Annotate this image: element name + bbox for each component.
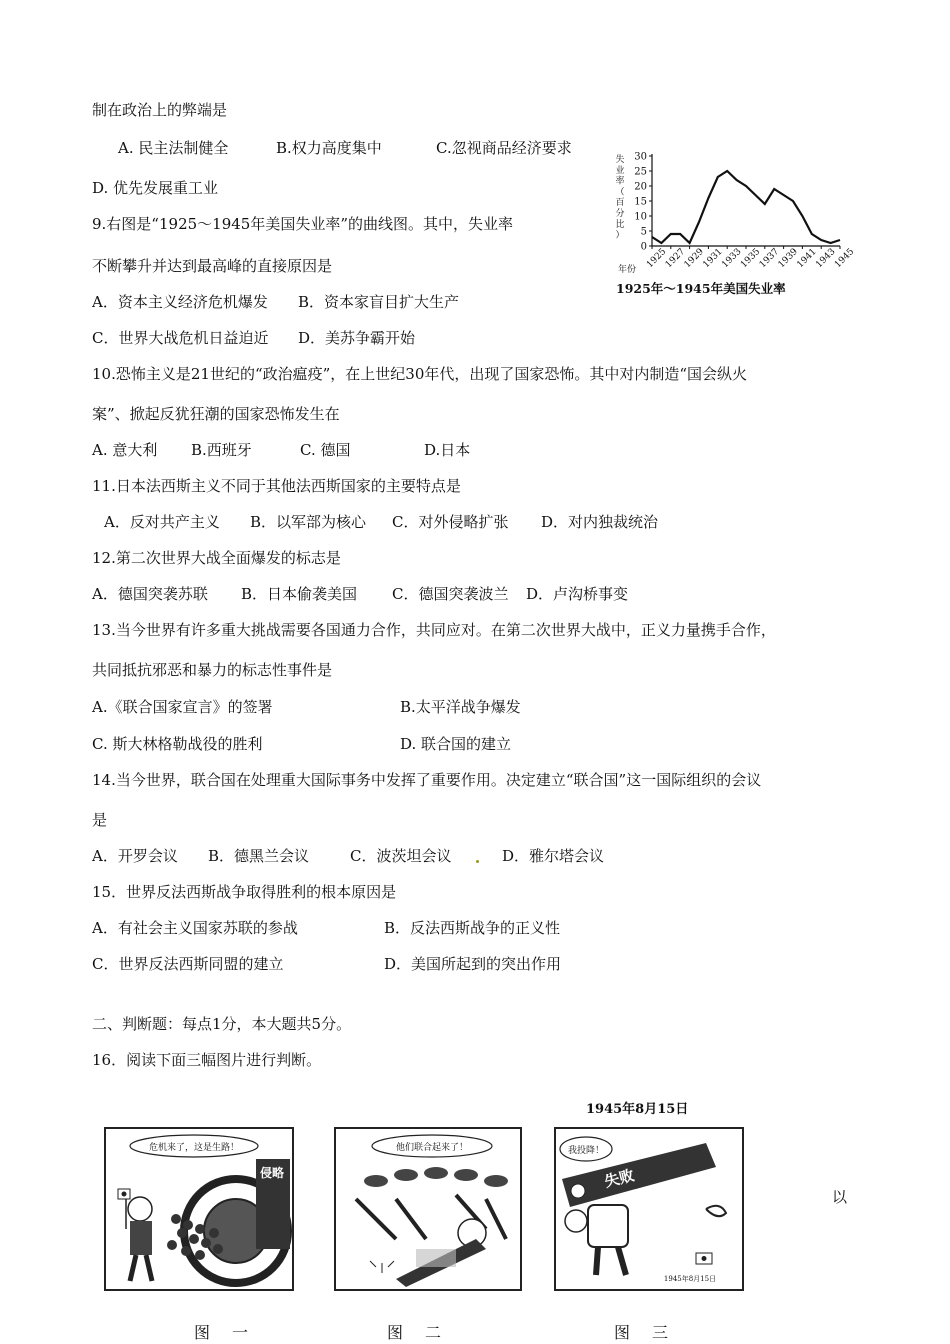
- question-14-stem-2: 是: [92, 811, 108, 829]
- y-tick-label: 20: [634, 181, 647, 193]
- q11-option-a: A．反对共产主义: [104, 513, 220, 531]
- unemployment-series-line: [652, 171, 840, 243]
- y-axis-label-char: 业: [615, 165, 625, 176]
- y-tick-label: 30: [634, 151, 647, 163]
- y-axis-label-char: 率: [615, 176, 625, 187]
- cartoon-3-date-title: 1945年8月15日: [586, 1102, 689, 1117]
- caption-figure-2: 图二: [387, 1323, 464, 1342]
- q15-option-c: C．世界反法西斯同盟的建立: [92, 955, 284, 973]
- y-tick-label: 10: [634, 211, 647, 223]
- unemployment-chart-svg: [614, 150, 857, 300]
- question-12-stem: 12.第二次世界大战全面爆发的标志是: [92, 549, 341, 567]
- x-tick-label: 1941: [795, 246, 819, 271]
- cartoon-1-drawing: [106, 1129, 292, 1289]
- section-2-heading: 二、判断题：每点1分，本大题共5分。: [92, 1015, 352, 1033]
- question-9-stem-1: 9.右图是“1925～1945年美国失业率”的曲线图。其中，失业率: [92, 215, 513, 233]
- cartoon-2-bubble: 他们联合起来了！: [395, 1143, 469, 1153]
- trailing-text: 以: [832, 1188, 848, 1206]
- y-tick-label: 15: [634, 196, 647, 208]
- y-axis-label-char: 分: [615, 209, 625, 219]
- y-tick-label: 5: [640, 226, 647, 238]
- x-tick-label: 1939: [776, 246, 800, 271]
- chart-title: 1925年～1945年美国失业率: [616, 281, 786, 296]
- question-10-stem-2: 案”、掀起反犹狂潮的国家恐怖发生在: [92, 405, 340, 423]
- q10-option-c: C. 德国: [300, 441, 351, 459]
- question-11-stem: 11.日本法西斯主义不同于其他法西斯国家的主要特点是: [92, 477, 461, 495]
- q14-option-d: D．雅尔塔会议: [502, 847, 605, 865]
- q8-option-b: B.权力高度集中: [276, 139, 382, 157]
- q9-option-b: B．资本家盲目扩大生产: [298, 293, 460, 311]
- q13-option-a: A.《联合国家宣言》的签署: [92, 698, 273, 716]
- question-13-stem-1: 13.当今世界有许多重大挑战需要各国通力合作，共同应对。在第二次世界大战中，正义力量携手合作，: [92, 621, 776, 639]
- q9-option-d: D．美苏争霸开始: [298, 329, 416, 347]
- question-13-stem-2: 共同抵抗邪恶和暴力的标志性事件是: [92, 661, 333, 679]
- cartoon-3-drawing: [556, 1129, 742, 1289]
- q12-option-a: A．德国突袭苏联: [92, 585, 208, 603]
- cartoon-1: [104, 1127, 294, 1291]
- q12-option-b: B．日本偷袭美国: [241, 585, 358, 603]
- cartoon-3-stamp-date: 1945年8月15日: [663, 1275, 717, 1283]
- cartoon-3-bubble: 我投降！: [567, 1146, 605, 1156]
- stray-dot: [476, 860, 479, 863]
- cartoon-3-sign: 失败: [602, 1166, 637, 1191]
- question-10-stem-1: 10.恐怖主义是21世纪的“政治瘟疫”，在上世纪30年代，出现了国家恐怖。其中对内制造“国会纵火: [92, 365, 748, 383]
- y-tick-label: 25: [634, 166, 647, 178]
- q13-option-b: B.太平洋战争爆发: [400, 698, 521, 716]
- question-14-stem-1: 14.当今世界，联合国在处理重大国际事务中发挥了重要作用。决定建立“联合国”这一国际组织的会议: [92, 771, 762, 789]
- x-tick-label: 1935: [739, 246, 763, 271]
- q10-option-d: D.日本: [424, 441, 471, 459]
- q11-option-b: B．以军部为核心: [250, 513, 367, 531]
- x-tick-label: 1925: [645, 246, 669, 271]
- y-tick-label: 0: [640, 241, 647, 253]
- q10-option-b: B.西班牙: [191, 441, 252, 459]
- q8-option-a: A. 民主法制健全: [118, 139, 229, 157]
- x-tick-label: 1929: [682, 246, 706, 271]
- q15-option-b: B．反法西斯战争的正义性: [384, 919, 561, 937]
- question-16-stem: 16．阅读下面三幅图片进行判断。: [92, 1051, 322, 1069]
- y-axis-label-char: 失: [615, 155, 625, 165]
- cartoon-1-sign: 侵略: [259, 1166, 285, 1180]
- x-tick-label: 1943: [814, 246, 838, 271]
- cartoon-2-drawing: [336, 1129, 520, 1289]
- q15-option-a: A．有社会主义国家苏联的参战: [92, 919, 298, 937]
- question-8-stem-tail: 制在政治上的弊端是: [92, 101, 228, 119]
- y-axis-label-char: （: [615, 187, 625, 198]
- cartoon-2: [334, 1127, 522, 1291]
- question-9-stem-2: 不断攀升并达到最高峰的直接原因是: [92, 257, 333, 275]
- y-axis-label: [615, 153, 624, 241]
- q8-option-d: D. 优先发展重工业: [92, 179, 219, 197]
- cartoon-3: [554, 1127, 744, 1291]
- caption-figure-1: 图一: [194, 1323, 271, 1342]
- q13-option-c: C. 斯大林格勒战役的胜利: [92, 735, 263, 753]
- q9-option-c: C．世界大战危机日益迫近: [92, 329, 269, 347]
- y-axis-label-char: ）: [615, 230, 625, 241]
- y-axis-label-char: 比: [615, 219, 625, 230]
- x-tick-label: 1945: [833, 246, 857, 271]
- q11-option-c: C．对外侵略扩张: [392, 513, 509, 531]
- x-tick-label: 1937: [757, 246, 782, 271]
- q14-option-a: A．开罗会议: [92, 847, 178, 865]
- cartoon-1-bubble: 危机来了，这是生路！: [148, 1143, 240, 1153]
- q12-option-d: D．卢沟桥事变: [526, 585, 629, 603]
- question-15-stem: 15．世界反法西斯战争取得胜利的根本原因是: [92, 883, 397, 901]
- x-tick-label: 1931: [701, 246, 725, 271]
- q14-option-c: C．波茨坦会议: [350, 847, 452, 865]
- q12-option-c: C．德国突袭波兰: [392, 585, 509, 603]
- q11-option-d: D．对内独裁统治: [541, 513, 659, 531]
- unemployment-chart: [614, 150, 857, 300]
- y-axis-label-char: 百: [615, 198, 625, 209]
- x-tick-label: 1933: [720, 246, 744, 271]
- caption-figure-3: 图三: [614, 1323, 691, 1342]
- x-tick-label: 1927: [663, 246, 688, 271]
- q13-option-d: D. 联合国的建立: [400, 735, 512, 753]
- q14-option-b: B．德黑兰会议: [208, 847, 310, 865]
- q9-option-a: A．资本主义经济危机爆发: [92, 293, 268, 311]
- q10-option-a: A. 意大利: [92, 441, 158, 459]
- q8-option-c: C.忽视商品经济要求: [436, 139, 572, 157]
- q15-option-d: D．美国所起到的突出作用: [384, 955, 562, 973]
- x-axis-label: 年份: [618, 265, 637, 275]
